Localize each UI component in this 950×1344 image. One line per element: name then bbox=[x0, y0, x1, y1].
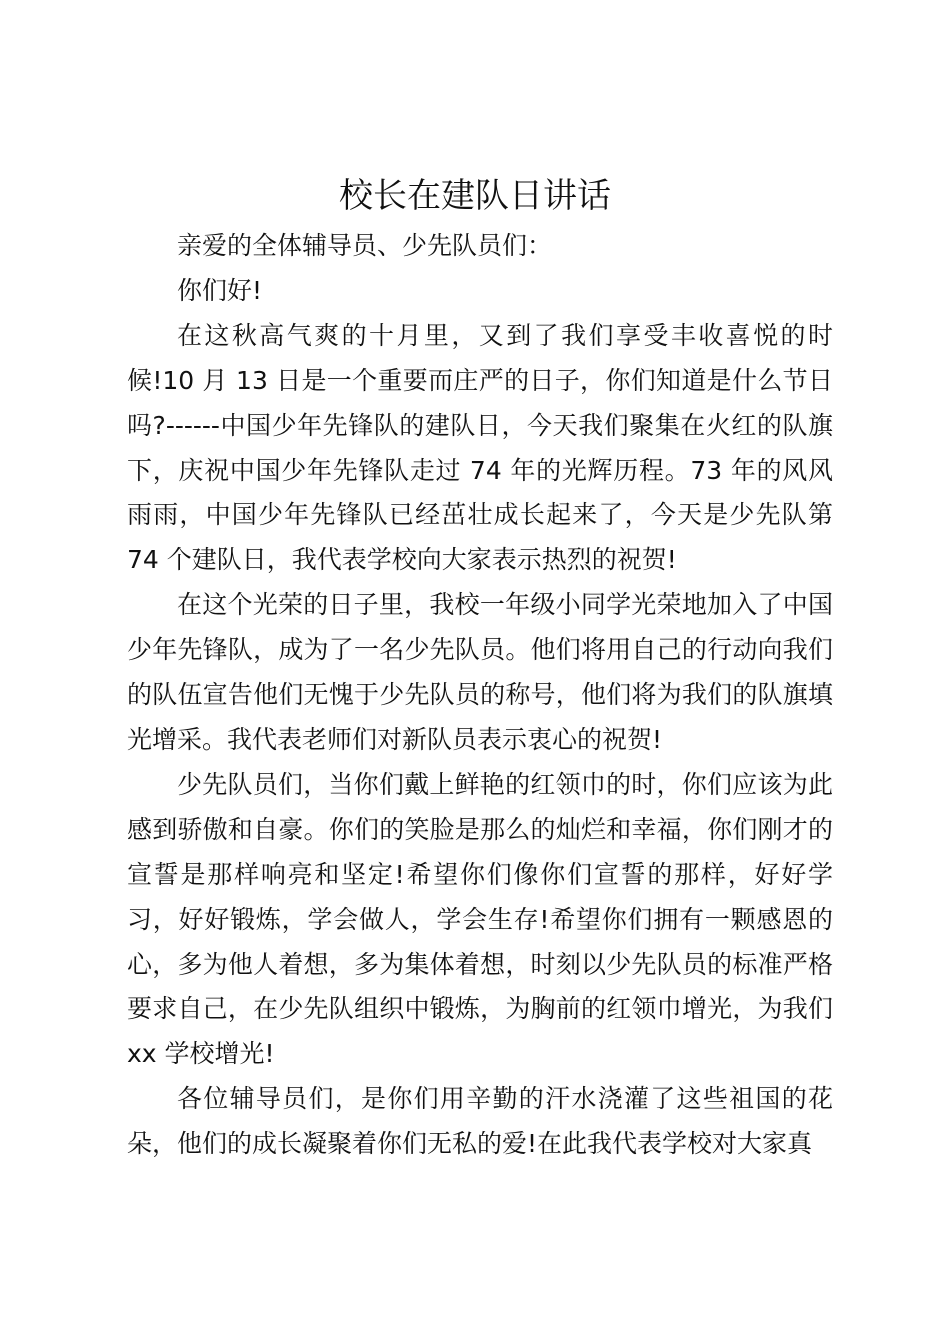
body-paragraph-1: 在这秋高气爽的十月里，又到了我们享受丰收喜悦的时候!10 月 13 日是一个重要而庄严的日子，你们知道是什么节日吗?------中国少年先锋队的建队日，今天我们聚集在火红的队旗下，庆祝中国少年先锋队走过 74 年的光辉历程。73 年的风风雨雨，中国少年先锋队已经茁壮成长起来了，今天是少先队第 74 个建队日，我代表学校向大家表示热烈的祝贺! bbox=[127, 320, 833, 575]
body-paragraph-3: 少先队员们，当你们戴上鲜艳的红领巾的时，你们应该为此感到骄傲和自豪。你们的笑脸是那么的灿烂和幸福，你们刚才的宣誓是那样响亮和坚定!希望你们像你们宣誓的那样，好好学习，好好锻炼，学会做人，学会生存!希望你们拥有一颗感恩的心，多为他人着想，多为集体着想，时刻以少先队员的标准严格要求自己，在少先队组织中锻炼，为胸前的红领巾增光，为我们 xx 学校增光! bbox=[127, 769, 833, 1069]
salutation-paragraph: 亲爱的全体辅导员、少先队员们： bbox=[177, 231, 553, 260]
body-paragraph-2: 在这个光荣的日子里，我校一年级小同学光荣地加入了中国少年先锋队，成为了一名少先队员。他们将用自己的行动向我们的队伍宣告他们无愧于少先队员的称号，他们将为我们的队旗填光增采。我代表老师们对新队员表示衷心的祝贺! bbox=[127, 590, 833, 754]
greeting-paragraph: 你们好! bbox=[177, 275, 263, 305]
document-body bbox=[127, 224, 833, 1167]
body-paragraph-4: 各位辅导员们，是你们用辛勤的汗水浇灌了这些祖国的花朵，他们的成长凝聚着你们无私的爱!在此我代表学校对大家真 bbox=[127, 1084, 833, 1159]
document-title: 校长在建队日讲话 bbox=[339, 176, 611, 216]
